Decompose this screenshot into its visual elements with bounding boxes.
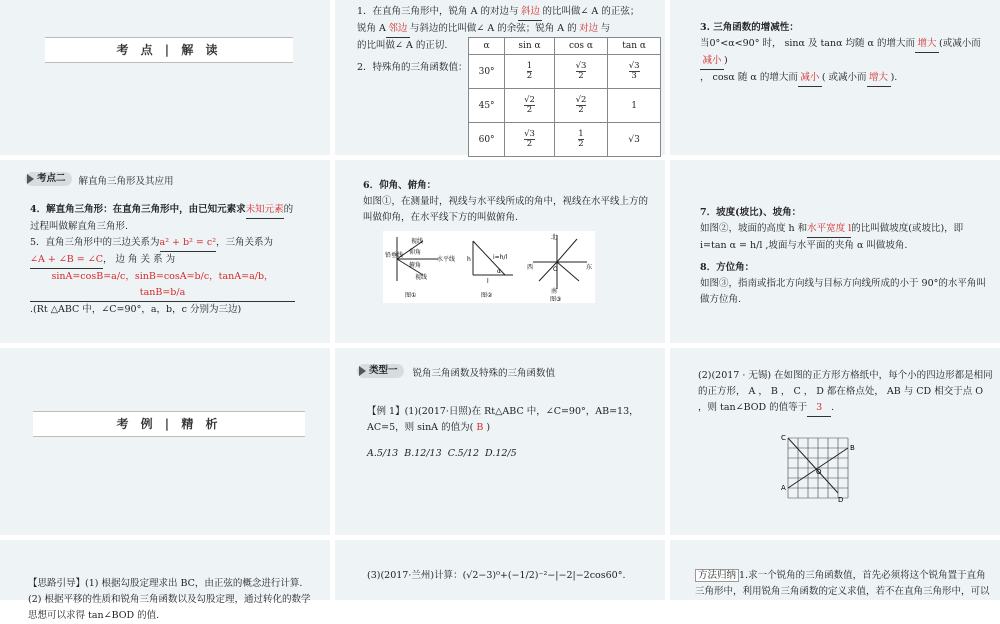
slide-4[interactable]: [0, 160, 330, 343]
fig3-east: 东: [586, 264, 593, 271]
fig3-origin: O: [553, 266, 558, 273]
point-a: A: [781, 484, 786, 492]
slide-6[interactable]: [670, 160, 1000, 343]
point-o: O: [816, 468, 822, 476]
slide-7[interactable]: [0, 348, 330, 535]
angle-text: 如图①，在测量时，视线与水平线所成的角中，视线在水平线上方的叫做仰角，在水平线下方的叫做俯角.: [363, 196, 649, 223]
section-title: 考 点 | 解 读: [45, 37, 293, 63]
angle-figures: [383, 231, 595, 303]
fig2-alpha: α: [497, 268, 501, 275]
point-7-heading: 7．坡度(坡比)、坡角：: [700, 207, 802, 218]
special-values-heading: 2．特殊角的三角函数值：: [357, 62, 468, 73]
fig3-north: 北: [551, 234, 558, 241]
point-c: C: [781, 434, 786, 442]
method-summary: 方法归纳 1.求一个锐角的三角函数值，首先必须将这个锐角置于直角三角形中，利用锐角三角函数的定义求值，若不在直角三角形中，可以: [695, 570, 990, 597]
fig2-l-label: l: [487, 278, 489, 285]
fig1-plumb-label: 铅垂线: [385, 252, 404, 259]
fig3-west: 西: [527, 264, 534, 271]
play-icon: [27, 174, 34, 184]
special-values-table: α sin α cos α tan α 30° $\frac{1}{2}$ $\frac{√3}{2}$ $\frac{√3}{3}$ 45° $\frac{√2}{2}$ $\frac{√2}{2}$ 1 60° $\frac{√3}{2}$ $\frac{1}{2}$ √3: [468, 37, 661, 157]
grid-figure: [778, 428, 858, 504]
type-tag-title: 锐角三角函数及特殊的三角函数值: [412, 368, 556, 379]
fig1-sightline2-label: 视线: [415, 274, 428, 281]
example-2-question: (2)(2017 · 无锡) 在如图的正方形方格纸中，每个小的四边形都是相同的正方形， A ， B ， C ， D 都在格点处， AB 与 CD 相交于点 O ，则 tan∠BOD 的值等于 3 .: [698, 368, 993, 417]
play-icon: [359, 366, 366, 376]
slide-10[interactable]: [0, 540, 330, 621]
hint-text: 【思路引导】(1) 根据勾股定理求出 BC，由正弦的概念进行计算.: [28, 578, 303, 589]
point-7-formula: i=tan α = h/l ,坡面与水平面的夹角 α 叫做坡角.: [700, 240, 908, 251]
definition-cosine: 锐角 A 邻边 与斜边的比叫做∠ A 的余弦；锐角 A 的 对边 与: [357, 21, 657, 38]
fig3-south: 南: [551, 288, 558, 295]
point-8-text: 如图③，指南或指北方向线与目标方向线所成的小于 90°的水平角叫做方位角.: [700, 278, 986, 305]
fig2-formula: i=h/l: [493, 254, 508, 261]
angle-heading: 6．仰角、俯角：: [363, 180, 437, 191]
slide-2[interactable]: [335, 0, 665, 155]
slide-8[interactable]: [335, 348, 665, 535]
slide-12[interactable]: [670, 540, 1000, 600]
point-b: B: [850, 444, 855, 452]
fig1-depression-label: 俯角: [409, 262, 422, 269]
point-5: 5．直角三角形中的三边关系为a² + b² = c²，三角关系为∠A + ∠B = ∠C， 边 角 关 系 为sinA=cosB=a/c，sinB=cosA=b/c，tanA=a/b，tanB=b/a.(Rt △ABC 中，∠C=90°，a，b，c 分别为三边): [30, 235, 295, 318]
section-tag-title: 解直角三角形及其应用: [78, 176, 174, 187]
definition-sine: 1．在直角三角形中，锐角 A 的对边与 斜边 的比叫做∠ A 的正弦；: [357, 4, 657, 21]
example-1-question: 【例 1】(1)(2017·日照)在 Rt△ABC 中，∠C=90°，AB=13，AC=5，则 sinA 的值为( B ): [367, 406, 639, 433]
point-8-heading: 8．方位角：: [700, 262, 755, 273]
slide-11[interactable]: [335, 540, 665, 600]
fig1-sightline-label: 视线: [411, 238, 424, 245]
example-1-options: A.5/13 B.12/13 C.5/12 D.12/5: [367, 448, 517, 459]
fig1-caption: 图①: [405, 292, 417, 299]
fig2-caption: 图②: [481, 292, 493, 299]
monotonicity-line-1: 当0°<α<90° 时， sinα 及 tanα 均随 α 的增大而 增大 (或减小而减小 ): [700, 36, 995, 70]
point-d: D: [838, 496, 844, 504]
type-tag: 类型一: [357, 364, 404, 378]
example-3-question: (3)(2017·兰州)计算：(√2−3)⁰+(−1/2)⁻²−|−2|−2cos60°.: [367, 570, 626, 581]
fig2-h-label: h: [467, 256, 471, 263]
slide-1[interactable]: [0, 0, 330, 155]
monotonicity-line-2: ， cosα 随 α 的增大而 减小 ( 或减小而 增大 ).: [700, 70, 995, 87]
definition-tangent: 的比叫做∠ A 的正切.: [357, 40, 448, 51]
slide-5[interactable]: [335, 160, 665, 343]
slide-3[interactable]: [670, 0, 1000, 155]
fig1-elevation-label: 仰角: [409, 249, 422, 256]
point-4: 4．解直角三角形：在直角三角形中，由已知元素求未知元素的过程叫做解直角三角形.: [30, 204, 294, 232]
point-7-text: 如图②，坡面的高度 h 和水平宽度 l的比叫做坡度(或坡比)，即: [700, 221, 992, 238]
monotonicity-heading: 3. 三角函数的增减性：: [700, 22, 799, 33]
section-tag: 考点二: [25, 172, 72, 186]
fig3-caption: 图③: [550, 296, 562, 303]
hint-text-2: (2) 根据平移的性质和锐角三角函数以及勾股定理，通过转化的数学思想可以求得 tan∠BOD 的值.: [28, 594, 311, 621]
fig1-horizontal-label: 水平线: [437, 256, 456, 263]
section-title: 考 例 | 精 析: [33, 411, 305, 437]
slide-9[interactable]: [670, 348, 1000, 535]
